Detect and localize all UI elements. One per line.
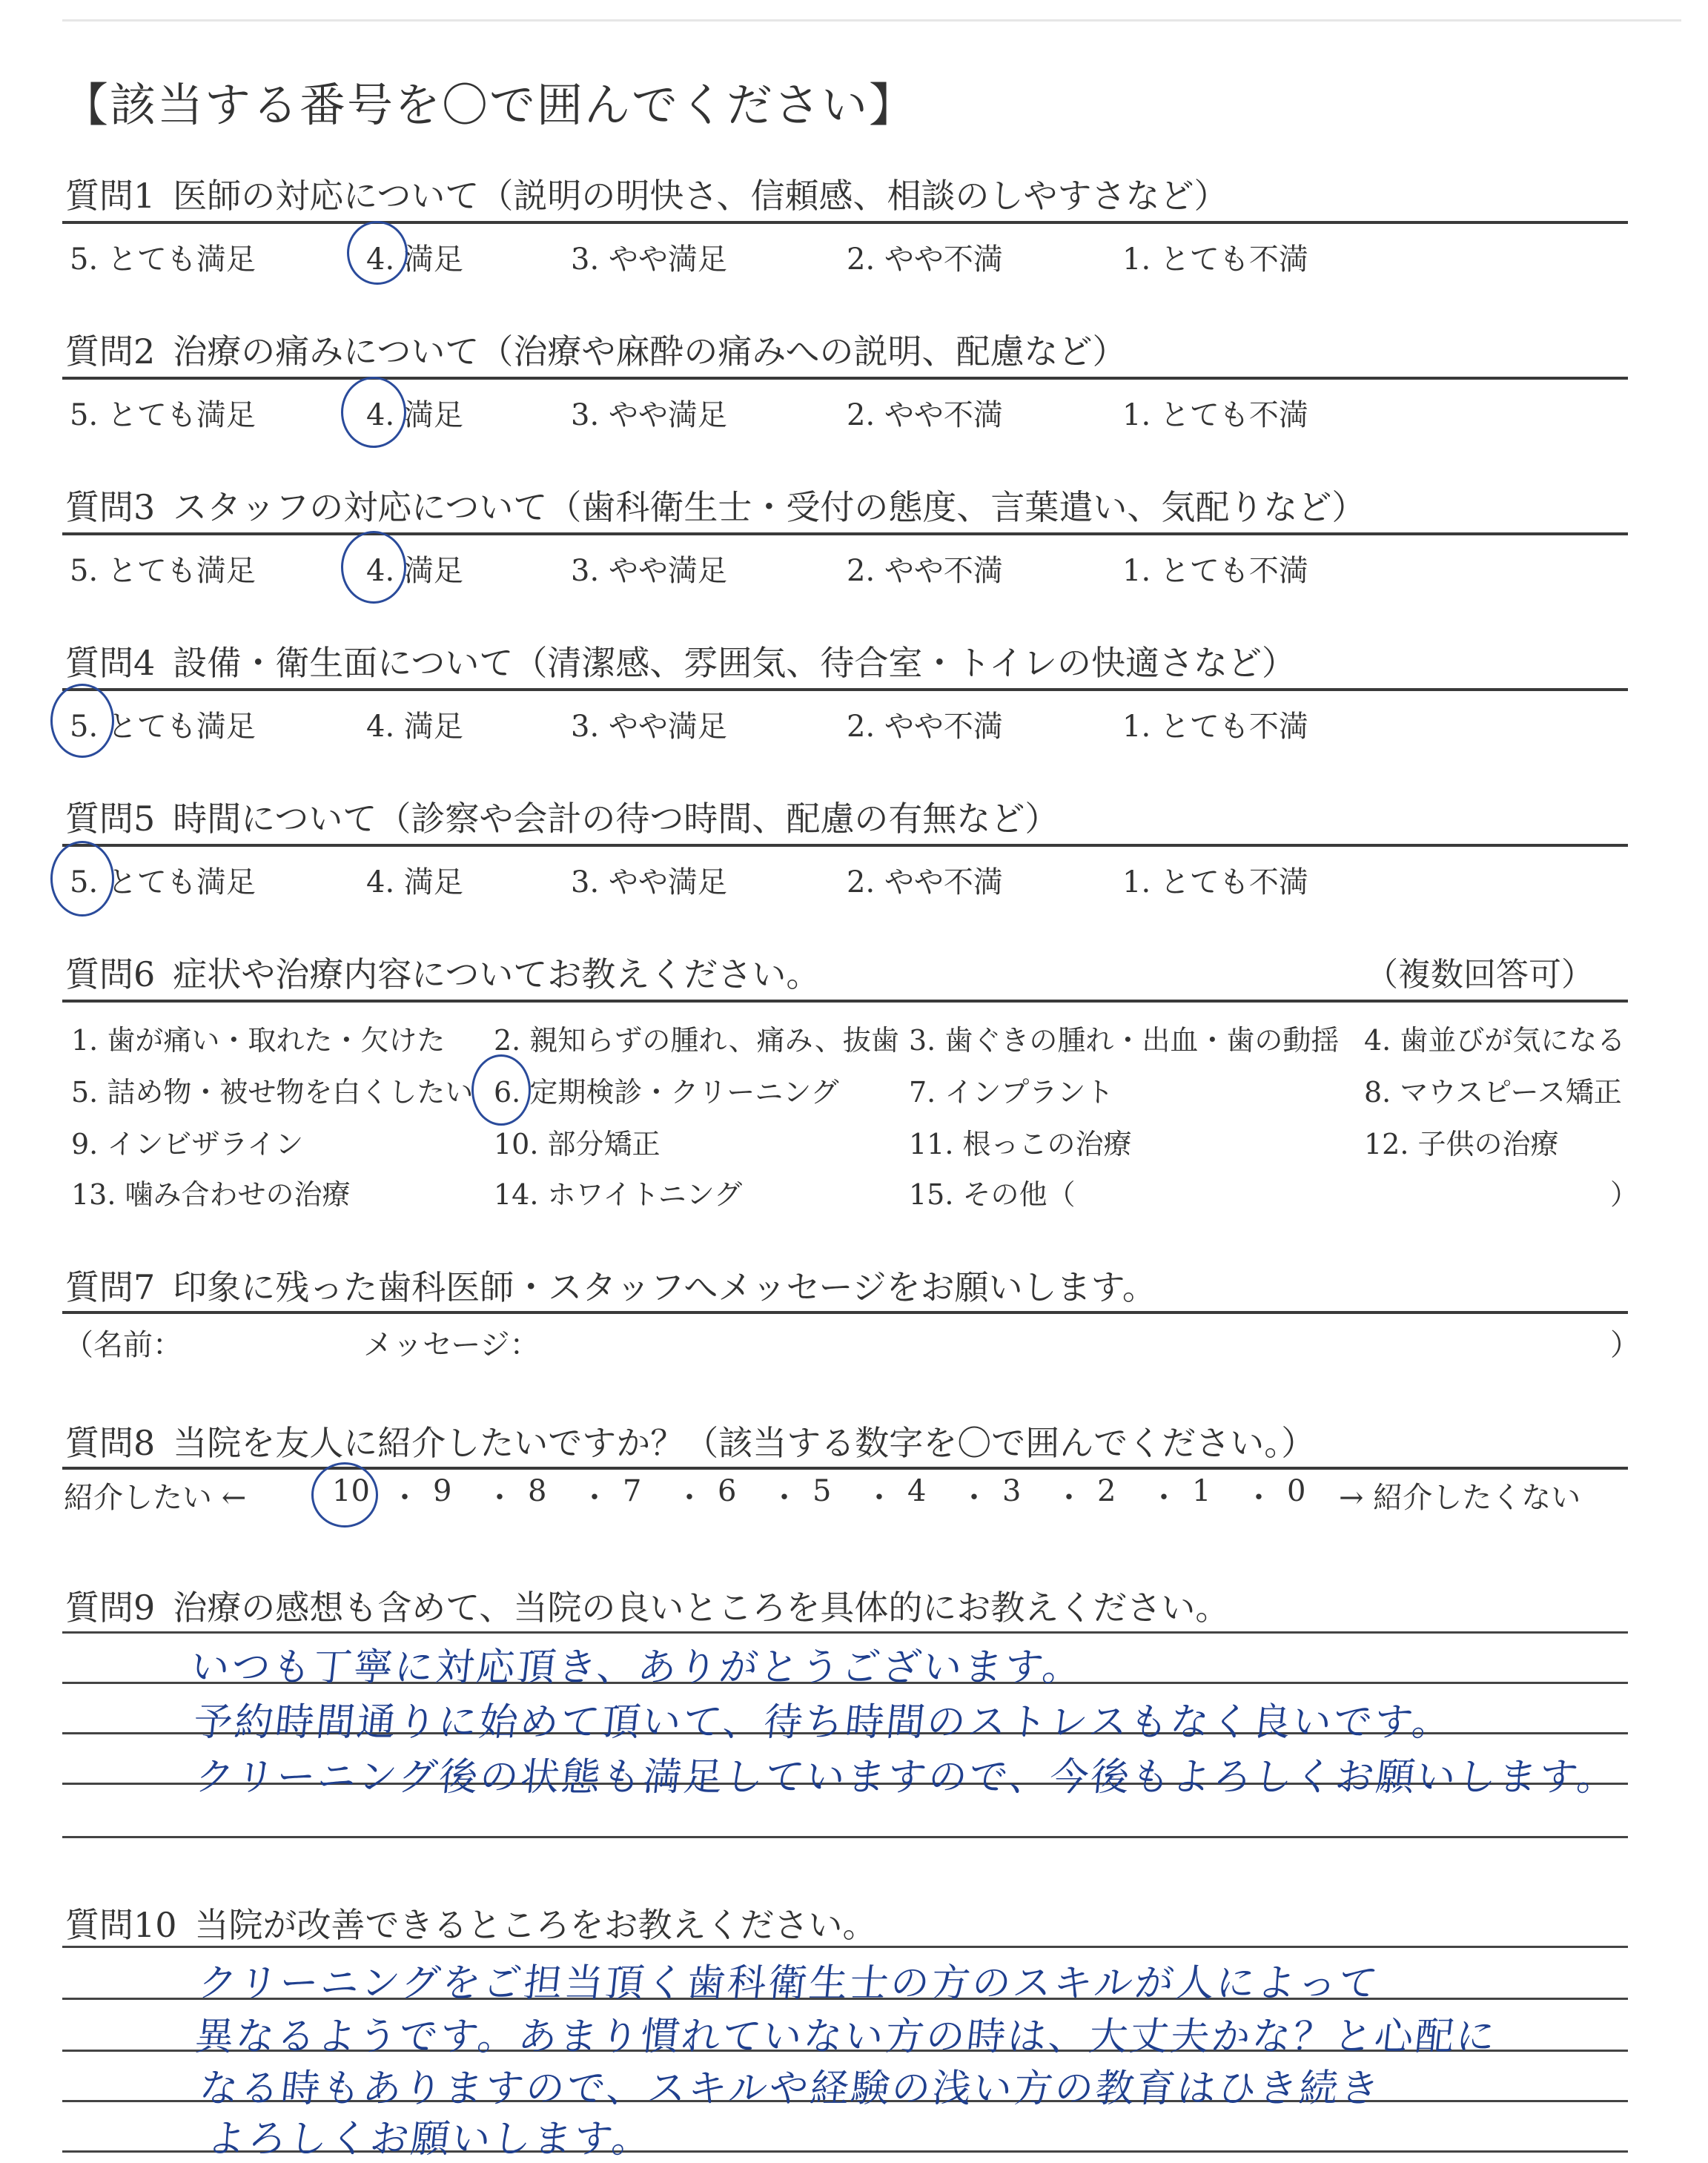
question-9-title: 質問9 治療の感想も含めて、当院の良いところを具体的にお教えください。 xyxy=(65,1588,1230,1628)
q6-option-11[interactable]: 11. 根っこの治療 xyxy=(909,1128,1132,1160)
q8-separator: ・ xyxy=(959,1481,989,1515)
q3-option-4[interactable]: 4. 満足 xyxy=(366,554,463,588)
question-3-rule xyxy=(62,532,1628,535)
q6-option-6[interactable]: 6. 定期検診・クリーニング xyxy=(494,1076,839,1109)
q5-option-5[interactable]: 5. とても満足 xyxy=(70,865,256,899)
question-6-rule xyxy=(62,1000,1628,1003)
q1-option-3[interactable]: 3. やや満足 xyxy=(571,242,727,277)
question-8-title: 質問8 当院を友人に紹介したいですか？（該当する数字を〇で囲んでください。） xyxy=(65,1423,1316,1463)
q3-option-3[interactable]: 3. やや満足 xyxy=(571,554,727,588)
q2-option-1[interactable]: 1. とても不満 xyxy=(1122,398,1308,432)
q2-option-5[interactable]: 5. とても満足 xyxy=(70,398,256,432)
question-7-rule xyxy=(62,1311,1628,1314)
q8-score-0[interactable]: 0 xyxy=(1287,1474,1306,1508)
q6-option-7[interactable]: 7. インプラント xyxy=(909,1076,1114,1109)
q5-option-3[interactable]: 3. やや満足 xyxy=(571,865,727,899)
q10-handwritten-line-4: よろしくお願いします。 xyxy=(205,2117,655,2162)
multiple-answers-note: （複数回答可） xyxy=(1366,956,1594,994)
q5-option-1[interactable]: 1. とても不満 xyxy=(1122,865,1308,899)
q6-option-12[interactable]: 12. 子供の治療 xyxy=(1364,1128,1559,1160)
q4-option-5[interactable]: 5. とても満足 xyxy=(70,710,256,744)
q2-option-2[interactable]: 2. やや不満 xyxy=(847,398,1003,432)
question-3-title: 質問3 スタッフの対応について（歯科衛生士・受付の態度、言葉遣い、気配りなど） xyxy=(65,487,1366,527)
q1-option-4[interactable]: 4. 満足 xyxy=(366,242,463,277)
q6-option-2[interactable]: 2. 親知らずの腫れ、痛み、抜歯 xyxy=(494,1024,899,1057)
q4-option-2[interactable]: 2. やや不満 xyxy=(847,710,1003,744)
q8-separator: ・ xyxy=(769,1481,799,1515)
q8-score-3[interactable]: 3 xyxy=(1002,1474,1022,1508)
q8-score-4[interactable]: 4 xyxy=(907,1474,927,1508)
top-divider xyxy=(62,19,1681,22)
question-10-title: 質問10 当院が改善できるところをお教えください。 xyxy=(65,1905,877,1945)
q10-answer-line xyxy=(62,1946,1628,1948)
q6-option-3[interactable]: 3. 歯ぐきの腫れ・出血・歯の動揺 xyxy=(909,1024,1340,1057)
q10-handwritten-line-3: なる時もありますので、スキルや経験の浅い方の教育はひき続き xyxy=(197,2067,1384,2111)
q8-separator: ・ xyxy=(485,1481,514,1515)
question-1-title: 質問1 医師の対応について（説明の明快さ、信頼感、相談のしやすさなど） xyxy=(65,176,1228,216)
q8-separator: ・ xyxy=(390,1481,420,1515)
q1-option-5[interactable]: 5. とても満足 xyxy=(70,242,256,277)
q10-handwritten-line-1: クリーニングをご担当頂く歯科衛生士の方のスキルが人によって xyxy=(196,1961,1383,2006)
q6-other-close-paren: ） xyxy=(1610,1178,1639,1211)
q3-option-5[interactable]: 5. とても満足 xyxy=(70,554,256,588)
q6-option-10[interactable]: 10. 部分矯正 xyxy=(494,1128,661,1160)
question-4-rule xyxy=(62,688,1628,691)
q10-handwritten-line-2: 異なるようです。あまり慣れていない方の時は、大丈夫かな？と心配に xyxy=(193,2015,1500,2059)
q2-option-3[interactable]: 3. やや満足 xyxy=(571,398,727,432)
question-6-title: 質問6 症状や治療内容についてお教えください。 xyxy=(65,954,821,994)
q8-separator: ・ xyxy=(1149,1481,1179,1515)
q4-option-1[interactable]: 1. とても不満 xyxy=(1122,710,1308,744)
q3-option-1[interactable]: 1. とても不満 xyxy=(1122,554,1308,588)
q8-score-9[interactable]: 9 xyxy=(433,1474,452,1508)
q9-handwritten-line-2: 予約時間通りに始めて頂いて、待ち時間のストレスもなく良いです。 xyxy=(191,1700,1455,1745)
q8-separator: ・ xyxy=(1054,1481,1084,1515)
question-1-rule xyxy=(62,221,1628,224)
question-2-rule xyxy=(62,377,1628,380)
q6-option-13[interactable]: 13. 噛み合わせの治療 xyxy=(71,1178,351,1211)
q7-close-paren: ） xyxy=(1610,1328,1640,1362)
q7-message-label: メッセージ： xyxy=(363,1328,540,1362)
q8-left-label: 紹介したい ← xyxy=(64,1481,247,1515)
question-8-rule xyxy=(62,1467,1628,1470)
question-7-title: 質問7 印象に残った歯科医師・スタッフへメッセージをお願いします。 xyxy=(65,1267,1156,1307)
q7-name-label: （名前： xyxy=(64,1328,182,1362)
q6-option-5[interactable]: 5. 詰め物・被せ物を白くしたい xyxy=(71,1076,474,1109)
q2-option-4[interactable]: 4. 満足 xyxy=(366,398,463,432)
question-5-title: 質問5 時間について（診察や会計の待つ時間、配慮の有無など） xyxy=(65,799,1059,839)
q8-score-2[interactable]: 2 xyxy=(1097,1474,1116,1508)
q8-right-label: → 紹介したくない xyxy=(1339,1481,1581,1515)
question-4-title: 質問4 設備・衛生面について（清潔感、雰囲気、待合室・トイレの快適さなど） xyxy=(65,643,1297,683)
q6-option-1[interactable]: 1. 歯が痛い・取れた・欠けた xyxy=(71,1024,446,1057)
q6-option-8[interactable]: 8. マウスピース矯正 xyxy=(1364,1076,1622,1109)
q8-score-7[interactable]: 7 xyxy=(623,1474,642,1508)
q9-answer-line xyxy=(62,1836,1628,1838)
q4-option-3[interactable]: 3. やや満足 xyxy=(571,710,727,744)
q6-option-9[interactable]: 9. インビザライン xyxy=(71,1128,304,1160)
q5-option-2[interactable]: 2. やや不満 xyxy=(847,865,1003,899)
q3-option-2[interactable]: 2. やや不満 xyxy=(847,554,1003,588)
question-2-title: 質問2 治療の痛みについて（治療や麻酔の痛みへの説明、配慮など） xyxy=(65,331,1127,371)
q9-handwritten-line-1: いつも丁寧に対応頂き、ありがとうございます。 xyxy=(188,1645,1086,1690)
q8-separator: ・ xyxy=(1244,1481,1274,1515)
q8-separator: ・ xyxy=(675,1481,704,1515)
q8-score-8[interactable]: 8 xyxy=(528,1474,547,1508)
q6-option-4[interactable]: 4. 歯並びが気になる xyxy=(1364,1024,1626,1057)
q1-option-1[interactable]: 1. とても不満 xyxy=(1122,242,1308,277)
q8-separator: ・ xyxy=(580,1481,609,1515)
q8-score-1[interactable]: 1 xyxy=(1192,1474,1211,1508)
q9-handwritten-line-3: クリーニング後の状態も満足していますので、今後もよろしくお願いします。 xyxy=(193,1755,1621,1800)
question-5-rule xyxy=(62,844,1628,847)
q5-option-4[interactable]: 4. 満足 xyxy=(366,865,463,899)
q8-separator: ・ xyxy=(864,1481,894,1515)
page-title: 【該当する番号を〇で囲んでください】 xyxy=(62,78,917,132)
q6-option-14[interactable]: 14. ホワイトニング xyxy=(494,1178,743,1211)
q9-answer-line xyxy=(62,1631,1628,1634)
q8-score-5[interactable]: 5 xyxy=(812,1474,832,1508)
q1-option-2[interactable]: 2. やや不満 xyxy=(847,242,1003,277)
q6-option-15[interactable]: 15. その他（ xyxy=(909,1178,1076,1211)
q8-score-10[interactable]: 10 xyxy=(332,1474,370,1508)
q4-option-4[interactable]: 4. 満足 xyxy=(366,710,463,744)
q8-score-6[interactable]: 6 xyxy=(718,1474,737,1508)
